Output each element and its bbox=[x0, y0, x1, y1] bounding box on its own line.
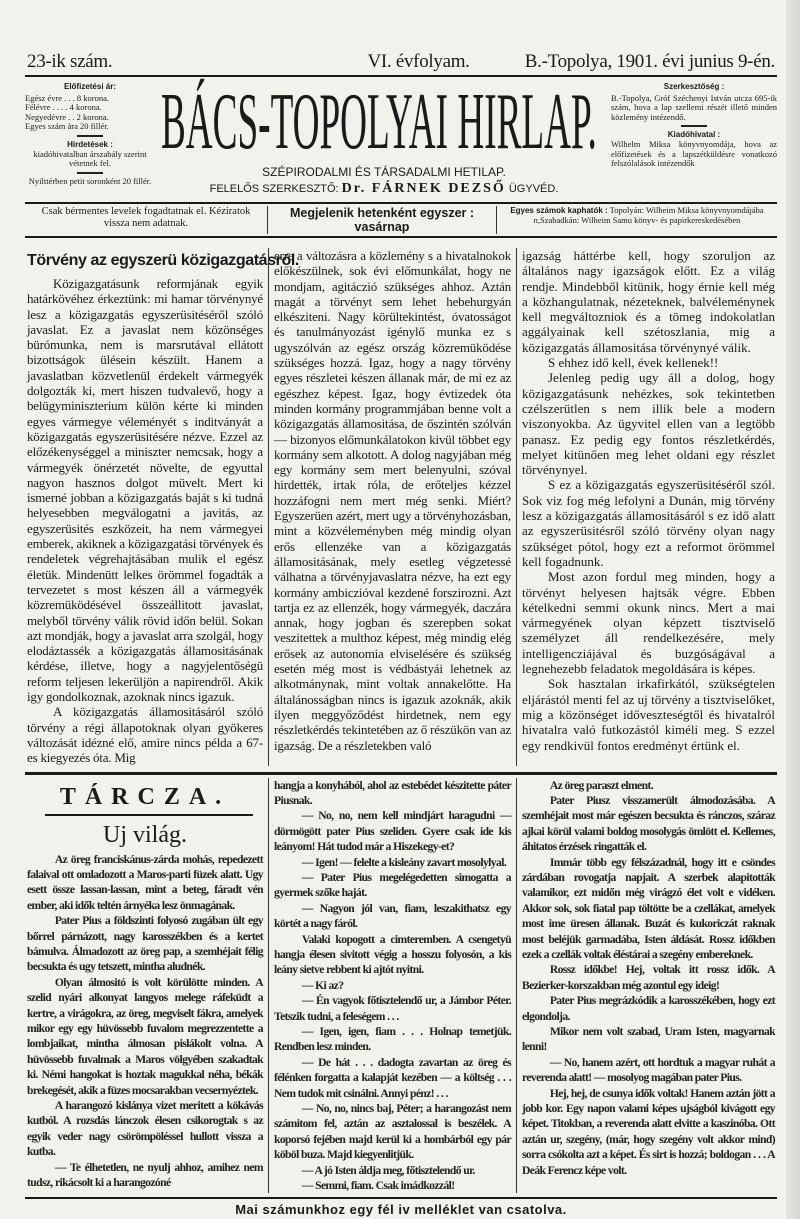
paragraph: Olyan álmositó is volt körülötte minden. A szelid nyári alkonyat langyos melege ráfeküdt a kertre, a virágokra, az öreg, megviselt fákra, amelyek mikor egy egy hüvössebb fuvalom megrezzentette a lombjaikat, mintha álmosan pislákolt volna. A hüvössebb fuvalmak a Maros völgyében szakadtak ki. Némi hangokat is hoztak magukkal néha, békák brekegését, akik a füzes mocsarakban vecsernyéztek. bbox=[27, 975, 263, 1097]
divider bbox=[681, 125, 707, 127]
story-title: Uj világ. bbox=[103, 821, 187, 848]
paragraph: — Igen, igen, fiam . . . Holnap temetjük. Rendben lesz minden. bbox=[274, 1025, 511, 1054]
paragraph: Most azon fordul meg minden, hogy a törvényt helyesen hajtsák végre. Ebben kételkedni semmi okunk nincs. Mert a mai vármegyének olyan képzett tisztviselő személyzet áll rendelkezésére, mely intelligencziájával és buzgóságával a legnehezebb feladatok megoldására is képes. bbox=[522, 569, 775, 677]
article-title: Törvény az egyszerü közigazgatásról. bbox=[27, 252, 299, 269]
paragraph: — Ki az? bbox=[301, 978, 344, 992]
newspaper-page bbox=[25, 0, 777, 1219]
paragraph: — No, no, nem kell mindjárt haragudni — dörmögött pater Pius szeliden. Gyere csak ide kis leányom! Hát tudod már a Hiszekegy-et? bbox=[274, 809, 511, 854]
paragraph: Valaki kopogott a cimteremben. A csengetyü hangja élesen sivitott végig a hosszu folyosón, a kis leány sietve rebbent ki ajtót nyitni. bbox=[274, 932, 511, 977]
paragraph: — De hát . . . dadogta zavartan az öreg és félénken forgatta a kalapját kezében — a költség . . . Nem tudok mit csinálni. Annyi pénz! . . . bbox=[274, 1055, 511, 1100]
paragraph: A harangozó kislánya vizet meritett a kökávás kutból. A rozsdás lánczok élesen csikorogtak s az egyik veder nagy csörömpöléssel hullott vissza a kutba. bbox=[27, 1099, 263, 1159]
article-column-2-wrap bbox=[268, 248, 516, 766]
ads-text: kiadóhivatalban árszabály szerint vétetnek fel. bbox=[33, 148, 147, 169]
paragraph: erre a változásra a közlemény s a hivatalnokok előkészülnek, sok évi előmunkálat, hogy ne mondjam, agitáczió szükséges ahhoz. Aztán magát a törvényt sem lehet hebehurgyán elkésziteni. Nagy körültekintést, óvatosságot és tanulmányozást igénylő munka ez s ugyszólván az egész ország közremüködése szükséges hozzá. Igaz, hogy a nagy törvény egyes részletei készen állanak már, de mi ez az egészhez képest. Igaz, hogy évtizedek óta minden kormány programmjában benne volt a közigazgatás államositása, de őszintén szólván — bizonyos előmunkálatokon kivül többet egy kormány sem alkotott. A dolog nagyjában még egy kormány sem mert belenyulni, szóval hirdették, irtak róla, de erőteljes kézzel hozzáfogni nem mert még senki. Miért? Egyszerüen azért, mert ugy a törvényhozásban, mint a közvéleményben még mindig olyan erős ellenzéke van a közigazgatás államositásának, mely esetleg végzetessé válhatna a törvényjavaslatra nézve, ha ezt egy kormány ambiczióval kezdené forszirozni. Azt tartja ez az ellenzék, hogy vármegyék, daczára annak, hogy jogban és szerepben sokat veszitettek a multhoz képest, még mindig elég erősek az autonomia elviselésére és szükség esetén még most is védbástyái lehetnek az alkotmánynak, mint voltak annakelőtte. Ha általánosságban nincs is igazuk azoknák, akik ilyen meggyőződést hirdetnek, nem egy részletkérdés tekintetében az ő részükön van az igazság. De a részletekben való bbox=[274, 248, 511, 753]
feuilleton-column-1-wrap bbox=[25, 778, 268, 1194]
masthead bbox=[161, 78, 607, 198]
paragraph: — Nagyon jól van, fiam, leszakithatsz egy körtét a nagy fáról. bbox=[274, 901, 511, 931]
subscription-title: Előfizetési ár: bbox=[63, 82, 116, 91]
paragraph: S ez a közigazgatás egyszerüsitéséről szól. Sok viz fog még lefolyni a Dunán, mig törvény lesz a közigazgatás államositásáról s ez idő alatt az egyszerüsitésről szóló törvény olyan nagy szükséget pótol, hogy ezt a reformot örömmel kell fogadnunk. bbox=[522, 477, 775, 569]
editor-title: ÜGYVÉD. bbox=[508, 183, 559, 195]
issue-number: 23-ik szám. bbox=[27, 51, 113, 72]
paragraph: Az öreg paraszt elment. bbox=[549, 778, 654, 792]
feuilleton-column-3 bbox=[522, 778, 775, 1179]
appears-note bbox=[268, 206, 497, 234]
appears-frequency: Megjelenik hetenként egyszer : bbox=[289, 206, 475, 220]
editor-line bbox=[161, 180, 607, 198]
publisher-title: Kiadóhivatal : bbox=[667, 130, 721, 140]
feuilleton-column-3-wrap bbox=[516, 778, 777, 1194]
paragraph: Hej, hej, de csunya idők voltak! Hanem aztán jött a jobb kor. Egy napon valami képes ujságból kivágott egy képet. Titokban, a reverenda alatt elvitte a kaszinóba. Ott aztán ur, szegény, (már, hogy szegény volt akkor mind) sorra csókolta azt a képet. És sirt is hozzá; boldogan . . . A Deák Ferencz képe volt. bbox=[522, 1086, 775, 1177]
masthead-row bbox=[25, 77, 777, 202]
paragraph: Mikor nem volt szabad, Uram Isten, magyarnak lenni! bbox=[522, 1025, 775, 1054]
article-column-3 bbox=[522, 248, 775, 753]
paragraph: igazság háttérbe kell, hogy szoruljon az általános nagy igazságok előtt. Ez a világ rendje. Mindebből kitünik, hogy érnie kell még a közhangulatnak, nézeteknek, balvéleménynek kell megváltozniok és a tömeg indokolatlan aggályainak kell szétoszlania, mig a közigazgatás államositása törvénynyé válik. bbox=[522, 248, 775, 355]
paragraph: — Pater Pius megelégedetten simogatta a gyermek szőke haját. bbox=[274, 870, 511, 900]
paragraph: — Igen! — felelte a kisleány zavart mosolylyal. bbox=[301, 855, 507, 869]
paragraph: S ehhez idő kell, évek kellenek!! bbox=[548, 355, 719, 371]
paragraph: Pater Piusz visszamerült álmodozásába. A szemhéjait most már egészen becsukta és ránczos, száraz ajkai körül valami boldog mosolygás ömlött el. Kellemes, áhitatos érzések ringatták el. bbox=[522, 793, 775, 854]
article-column-3-wrap bbox=[516, 248, 777, 766]
paragraph: Pater Pius a földszinti folyosó zugában ült egy bőrrel párnázott, nagy karosszékben és a kertet bámulva. Álmadozott az öreg pap, a szemhéjait félig becsukta és ugy tetszett, mintha aludnék. bbox=[27, 914, 263, 974]
feuilleton-column-2 bbox=[274, 778, 511, 1194]
paragraph: Rossz időkbe! Hej, voltak itt rossz idők. A Bezierker-korszakban még azontul egy ideig! bbox=[522, 963, 775, 992]
ads-title: Hirdetések : bbox=[67, 139, 113, 149]
letters-note: Csak bérmentes levelek fogadtatnak el. Kéziratok vissza nem adatnak. bbox=[25, 206, 268, 234]
editorial-title: Szerkesztőség : bbox=[663, 82, 725, 91]
price-item: Egyes szám ára 20 fillér. bbox=[25, 121, 109, 132]
paragraph: — Semmi, fiam. Csak imádkozzál! bbox=[301, 1179, 455, 1193]
paragraph: — No, hanem azért, ott hordtuk a magyar ruhát a reverenda alatt! — mosolyog magában pater Pius. bbox=[522, 1055, 775, 1085]
price-item: Félévre . . . . 4 korona. bbox=[25, 102, 102, 113]
price-list bbox=[25, 94, 155, 132]
paragraph: — Én vagyok főtisztelendő ur, a Jámbor Péter. Tetszik tudni, a feleségem . . . bbox=[274, 994, 511, 1023]
paragraph: hangja a konyhából, ahol az estebédet készitette páter Piusnak. bbox=[274, 778, 511, 807]
price-item: Negyedévre . . 2 korona. bbox=[25, 111, 109, 122]
paragraph: A közigazgatás államositásáról szóló törvény a régi állapotoknak olyan gyökeres változását idézné elő, amire nincs példa a 67-es kiegyezés óta. Mig bbox=[27, 704, 263, 766]
article-column-1 bbox=[27, 276, 263, 766]
masthead-subtitle: SZÉPIRODALMI ÉS TÁRSADALMI HETILAP. bbox=[262, 165, 506, 179]
place-date: B.-Topolya, 1901. évi junius 9-én. bbox=[524, 51, 775, 72]
paragraph: Sok hasztalan irkafirkától, szükségtelen eljárástól menti fel az uj törvény a tisztviselőket, mig a közönséget időveszteségtől és hivatalról hivatalra való futkozástól kiméli meg. S ezzel egy rendkivül fontos eredményt értünk el. bbox=[522, 676, 775, 753]
editorial-box bbox=[611, 82, 777, 169]
paragraph: — No, no, nincs baj, Péter; a harangozást nem számitom fel, aztán az asztalossal is beszélek. A koporsó fejében majd kerül ki a hombárból egy pár köböl buza. Majd kiegyenlitjük. bbox=[274, 1102, 511, 1162]
paragraph: Immár több egy félszázadnál, hogy itt e csöndes zárdában rovogatja napjait. A szerbek alapitották valamikor, ezt midőn még virágzó élet volt e vidéken. Akkor sok, sok fiatal pap töltötte be a czellákat, amelyek most ime üresen állanak. Buzát és kukoriczát raknak most beléjük garmadába, Isten áldását. Rossz időkben ezek a czellák voltak éléstárai a szegény embereknek. bbox=[522, 855, 775, 961]
paragraph: Az öreg franciskánus-zárda mohás, repedezett falaival ott omladozott a Maros-parti füzek alatt. Ugy esett össze lassan-lassan, mint a beteg, fáradt vén ember, aki idők teltén árnyéka lesz önmagának. bbox=[27, 852, 263, 912]
volume: VI. évfolyam. bbox=[367, 51, 470, 72]
publisher-text: Wilhelm Miksa könyvnyomdája, hova az előfizetések és a lapszétküldésre vonatkozó felszólalások intézendők bbox=[611, 138, 777, 169]
supplement-note: Mai számunkhoz egy fél iv melléklet van csatolva. bbox=[235, 1202, 567, 1218]
divider bbox=[77, 135, 103, 137]
masthead-title: BÁCS-TOPOLYAI HIRLAP. bbox=[161, 78, 597, 166]
copies-note bbox=[497, 206, 777, 234]
editorial-text: B.-Topolya, Gróf Széchenyi István utcza 695-ik szám, hova a lap szellemi részét illető minden közlemény intézendő. bbox=[611, 92, 777, 122]
copies-text: Topolyán: Wilheim Miksa könyvnyomdájába n,Szabadkán: Wilheim Samu könyv- és papirkereskedésében bbox=[533, 205, 764, 225]
open-space-text: Nyilttérben petit soronként 20 fillér. bbox=[28, 175, 152, 186]
feuilleton-column-1 bbox=[27, 852, 263, 1191]
paragraph: Közigazgatásunk reformjának egyik határkövéhez érkeztünk: mi hamar törvénynyé lesz a közigazgatás egyszerüsitéséről szóló javaslat. Ez a javaslat nem közönséges bürómunka, nem is marsrutával ellátott bizottságok ülésein készült. Hanem a javaslatban közvetlenül érdekelt vármegyék dolgozták ki, mert hiszen tudvalevő, hogy a belügyminiszterium külön kérte ki minden egyes vármegye véleményét s inditványát a közigazgatás egyszerüsitésére nézve. Ezzel az előzékenységgel a miniszter nemcsak, hogy a vármegyék önérzetét növelte, de egyuttal nagyon hasznos dolgot müvelt. Mert ki ismerné jobban a közigazgatás baját s ki tudná helyesebben megválogatni a javitás, az egyszerüsités eszközeit, ha nem vármegyei emberek, akiknek a közigazgatási törvények és rendeletek végrehajtásában mulik el egész életük. Mindenütt lelkes örömmel fogadták a tervezetet s most készen áll a vármegyék közremüködésével összeállitott javaslat, melyből törvény válik rövid időn belül. Sokan azt mondják, hogy a javaslat arra szolgál, hogy elodáztassék a közigazgatás államositásának kérdése, illetve, hogy a nagyjelentőségü reform teljesen lekerüljön a napirendről. Akik igy gondolkoznak, azoknak nincs igazuk. bbox=[27, 276, 263, 705]
feuilleton-section bbox=[25, 775, 777, 1198]
page-edge bbox=[786, 0, 800, 1219]
paragraph: — A jó Isten áldja meg, főtisztelendő ur. bbox=[301, 1163, 475, 1177]
paragraph: Jelenleg pedig ugy áll a dolog, hogy közigazgatásunk nehézkes, sok tekintetben czélszerütlen s nem illik bele a modern viszonyokba. Az ügyvitel ellen van a legtöbb panasz. Ez pedig egy fontos részletkérdés, melyet kitünően meg lehet oldani egy részlet törvénynyel. bbox=[522, 370, 775, 478]
price-item: Egész évre . . . 8 korona. bbox=[25, 92, 110, 103]
article-section bbox=[25, 238, 777, 772]
subscription-box bbox=[25, 82, 155, 186]
article-column-1-wrap bbox=[25, 248, 299, 766]
paragraph: Pater Pius megrázkódik a karosszékében, hogy ezt elgondolja. bbox=[522, 994, 775, 1023]
masthead-box bbox=[161, 78, 601, 166]
divider bbox=[77, 172, 103, 174]
feuilleton-column-2-wrap bbox=[268, 778, 516, 1194]
paragraph: — Te élhetetlen, ne nyulj ahhoz, amihez nem tudsz, rikácsolt ki a harangozóné bbox=[27, 1160, 263, 1190]
appears-day: vasárnap bbox=[354, 220, 410, 234]
article-column-2 bbox=[274, 248, 511, 753]
info-row bbox=[25, 204, 777, 236]
top-line bbox=[25, 50, 777, 75]
feuilleton-heading: TÁRCZA. bbox=[59, 783, 231, 810]
editor-label: FELELŐS SZERKESZTŐ: bbox=[209, 183, 339, 195]
editor-name: Dr. FÁRNEK DEZSŐ bbox=[341, 181, 506, 196]
copies-label: Egyes számok kaphatók : bbox=[510, 206, 608, 215]
feuilleton-rule bbox=[45, 814, 253, 816]
